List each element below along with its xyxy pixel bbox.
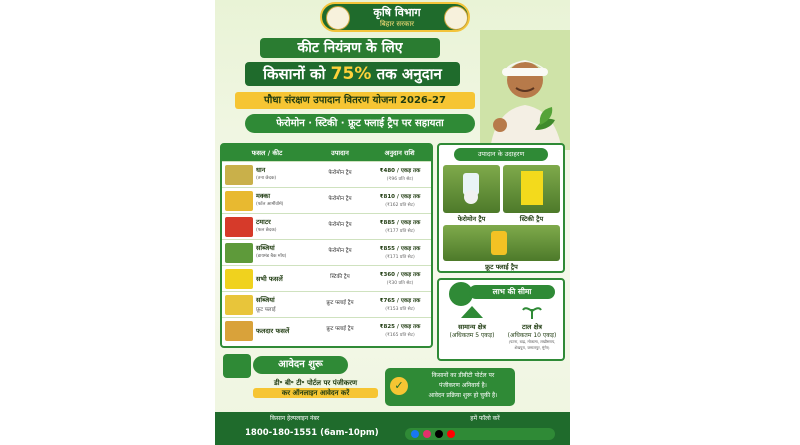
plant-icon: [503, 304, 561, 320]
tomato-icon: [225, 217, 253, 237]
sticky-trap-label: स्टिकी ट्रैप: [519, 215, 544, 223]
pest-name: फ्रूट फ्लाई: [256, 307, 276, 313]
general-area-limit: (अधिकतम 5 एकड़): [449, 332, 495, 339]
department-badge: [320, 2, 470, 32]
subsidy-table: [220, 143, 433, 348]
government-name: बिहार सरकार: [379, 20, 415, 28]
paddy-icon: [225, 165, 253, 185]
benefit-limit-title: लाभ की सीमा: [469, 285, 555, 299]
maize-icon: [225, 191, 253, 211]
tal-area: [503, 304, 561, 356]
headline-line-1: कीट नियंत्रण के लिए: [260, 38, 440, 58]
footer: [215, 412, 570, 445]
tal-area-limit: (अधिकतम 10 एकड़): [507, 332, 557, 339]
pest-name: (फॉल आर्मीवॉर्म): [256, 202, 284, 207]
laptop-icon: [223, 354, 251, 378]
crop-name: धान: [256, 166, 266, 174]
per-set-amount: (₹96 प्रति सेट): [386, 177, 414, 182]
subsidy-amount: ₹810 / एकड़ तक: [379, 194, 421, 200]
crop-name: टमाटर: [256, 218, 271, 226]
trap-type: फेरोमोन ट्रैप: [328, 222, 352, 228]
header-input: उपादान: [331, 149, 349, 157]
x-icon[interactable]: [435, 430, 443, 438]
table-row: [222, 317, 431, 344]
subsidy-amount: ₹825 / एकड़ तक: [379, 324, 421, 330]
headline-line-2: [245, 62, 460, 86]
trap-type: फ्रूट फ्लाई ट्रैप: [326, 326, 354, 332]
benefit-limit-panel: [437, 278, 565, 361]
dbt-line-2: पंजीकरण अनिवार्य है।: [439, 382, 487, 389]
tal-area-title: टाल क्षेत्र: [522, 323, 542, 331]
sticky-trap-icon: [225, 269, 253, 289]
table-row: [222, 187, 431, 214]
subsidy-amount: ₹480 / एकड़ तक: [379, 168, 421, 174]
field-icon: [443, 304, 501, 320]
pheromone-trap-label: फेरोमोन ट्रैप: [457, 215, 486, 223]
helpline-label: किसान हेल्पलाइन नंबर: [270, 415, 320, 422]
per-set-amount: (₹153 प्रति सेट): [385, 307, 415, 312]
crop-name: मक्का: [256, 192, 271, 200]
crop-name: सब्जियां: [256, 296, 275, 304]
fruit-fly-trap-icon: [225, 295, 253, 315]
trap-type: फेरोमोन ट्रैप: [328, 170, 352, 176]
dbt-notice: [385, 368, 515, 406]
dbt-text: [413, 371, 513, 401]
fruit-crops-icon: [225, 321, 253, 341]
apply-section: [223, 354, 358, 406]
bihar-emblem-icon: [326, 6, 350, 30]
subsidy-amount: ₹360 / एकड़ तक: [379, 272, 421, 278]
subsidy-amount: ₹765 / एकड़ तक: [379, 298, 421, 304]
facebook-icon[interactable]: [411, 430, 419, 438]
per-set-amount: (₹165 प्रति सेट): [385, 333, 415, 338]
vegetables-icon: [225, 243, 253, 263]
headline-suffix: तक अनुदान: [376, 65, 442, 83]
check-icon: ✓: [390, 377, 408, 395]
farmer-image: [480, 30, 570, 150]
trap-type: स्टिकी ट्रैप: [330, 274, 350, 280]
youtube-icon[interactable]: [447, 430, 455, 438]
examples-title: उपादान के उदाहरण: [454, 148, 548, 161]
scheme-name: पौधा संरक्षण उपादान वितरण योजना 2026-27: [235, 92, 475, 109]
dbt-line-3: आवेदन प्रक्रिया शुरू हो चुकी है।: [428, 392, 498, 399]
social-links: [405, 428, 555, 440]
general-area: [443, 304, 501, 356]
table-header: [222, 145, 431, 161]
header-amount: अनुदान राशि: [384, 149, 415, 157]
pheromone-trap-image: [443, 165, 500, 213]
table-row: [222, 239, 431, 266]
table-row: [222, 161, 431, 188]
apply-line-1: डी॰ बी॰ टी॰ पोर्टल पर पंजीकरण: [273, 379, 358, 387]
pest-name: (तना छेदक): [256, 176, 277, 181]
subsidy-amount: ₹855 / एकड़ तक: [379, 246, 421, 252]
helpline-number: 1800-180-1551 (6am-10pm): [245, 428, 379, 438]
table-row: [222, 213, 431, 240]
trap-type: फेरोमोन ट्रैप: [328, 196, 352, 202]
crop-name: सभी फसलें: [256, 275, 283, 283]
per-set-amount: (₹171 प्रति सेट): [385, 255, 415, 260]
follow-label: हमें फॉलो करें: [470, 415, 500, 422]
agriculture-logo-icon: [444, 6, 468, 30]
tal-area-districts: (पटना, बाढ़, मोकामा, लखीसराय, शेखपुरा, जमालपुर, मुंगेर): [508, 339, 556, 350]
fruit-fly-trap-image: [443, 225, 560, 261]
department-name: कृषि विभाग: [373, 6, 421, 19]
crop-name: फलदार फसलें: [256, 327, 290, 335]
per-set-amount: (₹30 प्रति सेट): [386, 281, 414, 286]
subsidy-amount: ₹885 / एकड़ तक: [379, 220, 421, 226]
fruit-fly-trap-label: फ्रूट फ्लाई ट्रैप: [485, 263, 518, 271]
table-row: [222, 265, 431, 292]
instagram-icon[interactable]: [423, 430, 431, 438]
poster: [215, 0, 570, 445]
pest-name: (फल छेदक): [256, 228, 277, 233]
per-set-amount: (₹162 प्रति सेट): [385, 203, 415, 208]
trap-type: फ्रूट फ्लाई ट्रैप: [326, 300, 354, 306]
header-crop: फसल / कीट: [251, 149, 283, 157]
table-row: [222, 291, 431, 318]
dbt-line-1: किसानों का डीबीटी पोर्टल पर: [431, 372, 495, 379]
support-line: फेरोमोन · स्टिकी · फ्रूट फ्लाई ट्रैप पर सहायता: [245, 114, 475, 133]
trap-type: फेरोमोन ट्रैप: [328, 248, 352, 254]
apply-description: [253, 378, 378, 398]
per-set-amount: (₹177 प्रति सेट): [385, 229, 415, 234]
apply-title: आवेदन शुरू: [253, 356, 348, 374]
apply-line-2: कर ऑनलाइन आवेदन करें: [253, 388, 378, 398]
general-area-title: सामान्य क्षेत्र: [458, 323, 486, 331]
examples-panel: [437, 143, 565, 273]
subsidy-percent: 75%: [330, 64, 372, 84]
pest-name: (डायमंड बैक मॉथ): [256, 254, 287, 259]
sticky-trap-image: [503, 165, 560, 213]
headline-prefix: किसानों को: [263, 65, 326, 83]
crop-name: सब्जियां: [256, 244, 275, 252]
